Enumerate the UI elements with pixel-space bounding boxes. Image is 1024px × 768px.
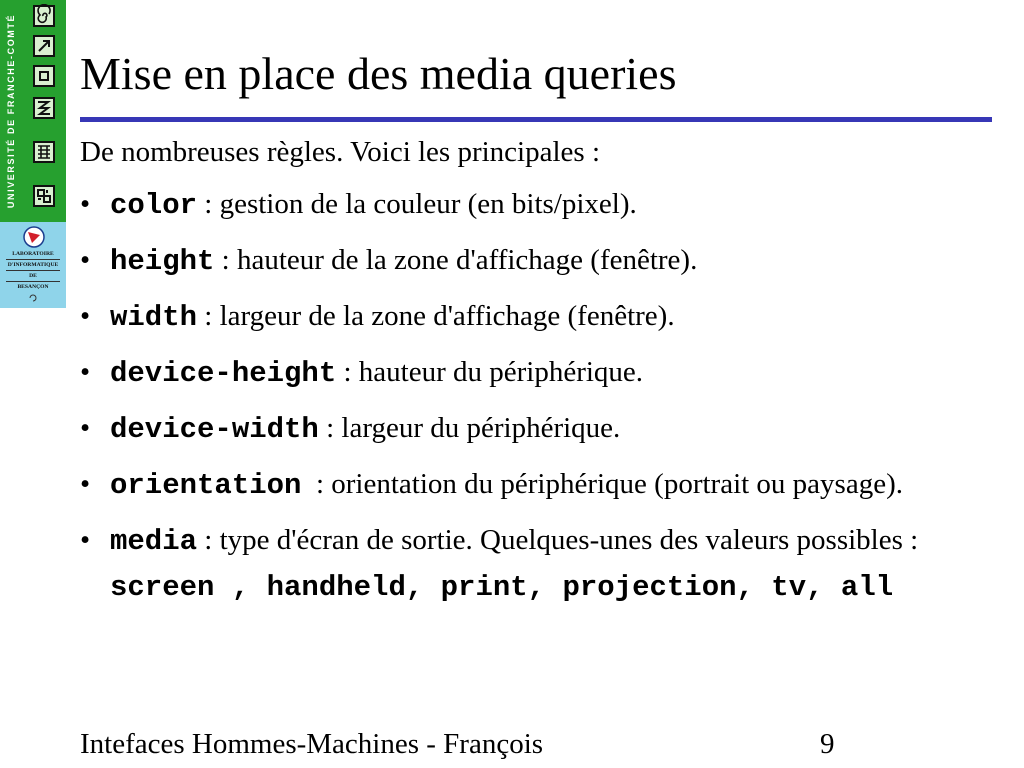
- rule-description: : hauteur de la zone d'affichage (fenêtre).: [214, 244, 698, 276]
- bullet-glyph: •: [80, 300, 91, 332]
- university-name-vertical: [0, 0, 22, 222]
- banner-icons: [30, 2, 60, 220]
- spiral-icon: [32, 4, 56, 28]
- university-banner: [0, 0, 66, 308]
- rule-description: : largeur de la zone d'affichage (fenêtre).: [197, 300, 675, 332]
- list-item: [80, 294, 960, 340]
- swirl-icon: [28, 293, 38, 303]
- lab-rule-1: [6, 259, 60, 260]
- bullet-glyph: •: [80, 356, 91, 388]
- lab-line-3: DE: [29, 273, 37, 279]
- bullet-glyph: •: [80, 524, 91, 556]
- list-item: [80, 518, 960, 610]
- footer-text: Intefaces Hommes-Machines - François: [80, 728, 544, 760]
- list-item: [80, 238, 960, 284]
- lab-line-1: LABORATOIRE: [12, 251, 54, 257]
- slide-title: Mise en place des media queries: [80, 48, 677, 99]
- list-item: [80, 406, 960, 452]
- media-values: screen , handheld, print, projection, tv, all: [110, 571, 894, 604]
- building-icon: [32, 140, 56, 164]
- bullet-glyph: •: [80, 244, 91, 276]
- lab-rule-3: [6, 281, 60, 282]
- rules-list: [80, 182, 960, 620]
- bullet-glyph: •: [80, 188, 91, 220]
- rule-term: device-height: [110, 357, 337, 390]
- lab-logo-icon: [23, 226, 45, 248]
- university-name: UNIVERSITÉ DE FRANCHE-COMTÉ: [6, 13, 16, 209]
- rule-term: width: [110, 301, 198, 334]
- lab-line-2: D'INFORMATIQUE: [7, 262, 59, 268]
- lab-line-4: BESANÇON: [17, 284, 49, 290]
- intro-text: De nombreuses règles. Voici les principales :: [80, 136, 601, 168]
- rule-description: : hauteur du périphérique.: [336, 356, 644, 388]
- rule-description: : largeur du périphérique.: [318, 412, 621, 444]
- rule-term: media: [110, 525, 198, 558]
- rule-term: orientation: [110, 469, 302, 502]
- list-item: [80, 350, 960, 396]
- zigzag-icon: [32, 96, 56, 120]
- lab-rule-2: [6, 270, 60, 271]
- square-dot-icon: [32, 64, 56, 88]
- rule-description: : gestion de la couleur (en bits/pixel).: [197, 188, 637, 220]
- rule-term: device-width: [110, 413, 319, 446]
- list-item: [80, 462, 960, 508]
- list-item: [80, 182, 960, 228]
- rule-term: height: [110, 245, 215, 278]
- page-number: 9: [820, 728, 835, 760]
- bullet-glyph: •: [80, 468, 91, 500]
- diagonal-arrow-icon: [32, 34, 56, 58]
- bullet-glyph: •: [80, 412, 91, 444]
- lab-logo-block: [0, 222, 66, 308]
- title-underline: [80, 117, 992, 122]
- rule-description: : orientation du périphérique (portrait ou paysage).: [301, 468, 903, 500]
- rule-term: color: [110, 189, 198, 222]
- rule-description: : type d'écran de sortie. Quelques-unes des valeurs possibles :: [197, 524, 919, 556]
- pattern-icon: [32, 184, 56, 208]
